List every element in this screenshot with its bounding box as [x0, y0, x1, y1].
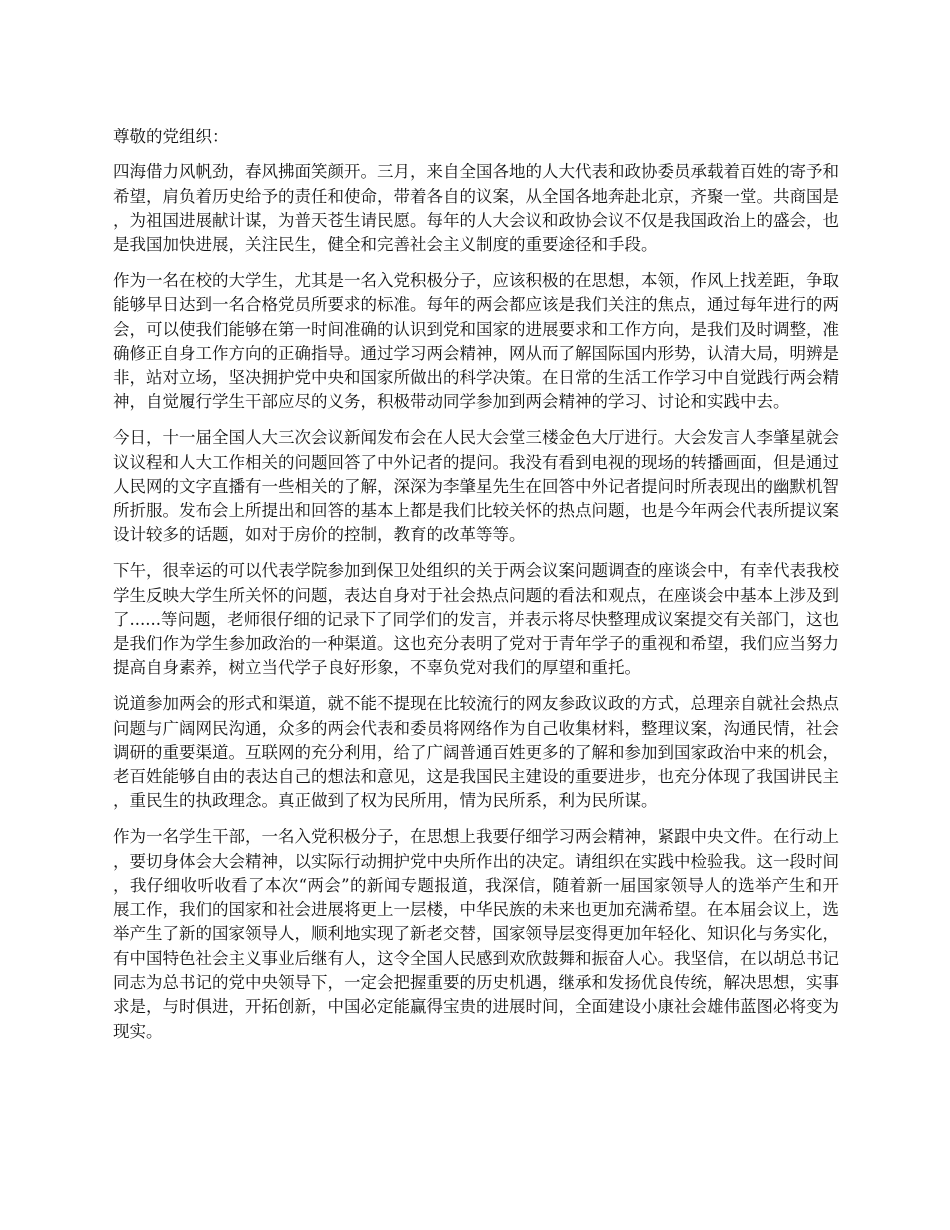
document-page: [113, 125, 839, 1055]
paragraph-5: 说道参加两会的形式和渠道，就不能不提现在比较流行的网友参政议政的方式，总理亲自就社会热点问题与广阔网民沟通，众多的两会代表和委员将网络作为自己收集材料，整理议案，沟通民情，社会调研的重要渠道。互联网的充分利用，给了广阔普通百姓更多的了解和参加到国家政治中来的机会，老百姓能够自由的表达自己的想法和意见，这是我国民主建设的重要进步，也充分体现了我国讲民主，重民生的执政理念。真正做到了权为民所用，情为民所系，利为民所谋。: [113, 694, 839, 811]
paragraph-1: 四海借力风帆劲，春风拂面笑颜开。三月，来自全国各地的人大代表和政协委员承载着百姓的寄予和希望，肩负着历史给予的责任和使命，带着各自的议案，从全国各地奔赴北京，齐聚一堂。共商国是，为祖国进展献计谋，为普天苍生请民愿。每年的人大会议和政协会议不仅是我国政治上的盛会，也是我国加快进展，关注民生，健全和完善社会主义制度的重要途径和手段。: [113, 162, 839, 255]
paragraph-6: 作为一名学生干部，一名入党积极分子，在思想上我要仔细学习两会精神，紧跟中央文件。在行动上，要切身体会大会精神，以实际行动拥护党中央所作出的决定。请组织在实践中检验我。这一段时间，我仔细收听收看了本次“两会”的新闻专题报道，我深信，随着新一届国家领导人的选举产生和开展工作，我们的国家和社会进展将更上一层楼，中华民族的未来也更加充满希望。在本届会议上，选举产生了新的国家领导人，顺利地实现了新老交替，国家领导层变得更加年轻化、知识化与务实化，有中国特色社会主义事业后继有人，这令全国人民感到欢欣鼓舞和振奋人心。我坚信，在以胡总书记同志为总书记的党中央领导下，一定会把握重要的历史机遇，继承和发扬优良传统，解决思想，实事求是，与时俱进，开拓创新，中国必定能赢得宝贵的进展时间，全面建设小康社会雄伟蓝图必将变为现实。: [113, 827, 839, 1041]
paragraph-4: 下午，很幸运的可以代表学院参加到保卫处组织的关于两会议案问题调查的座谈会中，有幸代表我校学生反映大学生所关怀的问题，表达自身对于社会热点问题的看法和观点，在座谈会中基本上涉及到了......等问题，老师很仔细的记录下了同学们的发言，并表示将尽快整理成议案提交有关部门，这也是我们作为学生参加政治的一种渠道。这也充分表明了党对于青年学子的重视和希望，我们应当努力提高自身素养，树立当代学子良好形象，不辜负党对我们的厚望和重托。: [113, 561, 839, 678]
paragraph-2: 作为一名在校的大学生，尤其是一名入党积极分子，应该积极的在思想，本领，作风上找差距，争取能够早日达到一名合格党员所要求的标准。每年的两会都应该是我们关注的焦点，通过每年进行的两会，可以使我们能够在第一时间准确的认识到党和国家的进展要求和工作方向，是我们及时调整，准确修正自身工作方向的正确指导。通过学习两会精神，网从而了解国际国内形势，认清大局，明辨是非，站对立场，坚决拥护党中央和国家所做出的科学决策。在日常的生活工作学习中自觉践行两会精神，自觉履行学生干部应尽的义务，积极带动同学参加到两会精神的学习、讨论和实践中去。: [113, 270, 839, 412]
salutation: 尊敬的党组织：: [113, 127, 229, 146]
paragraph-3: 今日，十一届全国人大三次会议新闻发布会在人民大会堂三楼金色大厅进行。大会发言人李肇星就会议议程和人大工作相关的问题回答了中外记者的提问。我没有看到电视的现场的转播画面，但是通过人民网的文字直播有一些相关的了解，深深为李肇星先生在回答中外记者提问时所表现出的幽默机智所折服。发布会上所提出和回答的基本上都是我们比较关怀的热点问题，也是今年两会代表所提议案设计较多的话题，如对于房价的控制，教育的改革等等。: [113, 428, 839, 545]
